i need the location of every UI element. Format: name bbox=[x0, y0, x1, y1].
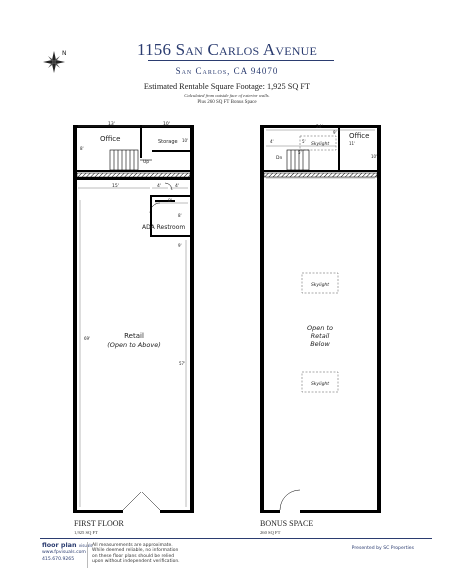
ff-dim-mid-b: 4' bbox=[175, 184, 180, 189]
disclaimer-line: All measurements are approximate. bbox=[92, 543, 173, 548]
calculation-note: Calculated from outside face of exterior walls. bbox=[184, 93, 270, 98]
bs-office-label: Office bbox=[349, 132, 370, 140]
footer-vertical-divider bbox=[87, 542, 88, 568]
ff-wall-left bbox=[73, 125, 77, 513]
ff-wall-top bbox=[73, 125, 194, 128]
brand-suffix: visuals bbox=[78, 543, 93, 548]
bs-dim-d: 5' bbox=[298, 150, 302, 155]
bs-dn-label: Dn bbox=[276, 156, 283, 161]
bonus-space-label: BONUS SPACE bbox=[260, 519, 314, 528]
bs-skylight-low-label: Skylight bbox=[310, 382, 330, 387]
bs-dim-c: 9' bbox=[333, 130, 337, 135]
ff-dim-mid-a: 4' bbox=[157, 184, 162, 189]
ff-ada-label: ADA Restroom bbox=[142, 224, 186, 231]
ff-dim-len-right: 57' bbox=[179, 361, 186, 366]
ff-dim-mid-left: 15' bbox=[112, 184, 119, 189]
ff-wall-right bbox=[190, 125, 194, 513]
estimated-sqft: Estimated Rentable Square Footage: 1,925 SQ FT bbox=[143, 82, 311, 91]
bs-skylight-mid-label: Skylight bbox=[310, 283, 330, 288]
ff-dim-storage-h: 10' bbox=[182, 138, 189, 143]
ff-dim-len-left: 69' bbox=[84, 336, 91, 341]
property-city: San Carlos, CA 94070 bbox=[175, 66, 279, 76]
brand-website[interactable]: www.fpvisuals.com bbox=[42, 550, 86, 555]
footer-divider bbox=[40, 538, 432, 539]
ff-up-label: Up bbox=[143, 160, 150, 165]
bs-dim-top: 24' bbox=[316, 125, 323, 130]
ff-dim-ada-w: 8' bbox=[168, 199, 173, 204]
bs-dim-office-h: 11' bbox=[349, 141, 356, 146]
bs-open-to-label: Open to bbox=[307, 324, 333, 332]
bs-open-below-label: Below bbox=[310, 340, 330, 348]
disclaimer-line: on these floor plans should be relied bbox=[92, 553, 175, 559]
bs-dim-b: 5' bbox=[302, 139, 306, 144]
ff-dim-office-h: 8' bbox=[80, 146, 84, 151]
ff-dim-top-left: 13' bbox=[108, 122, 115, 127]
bs-skylight-top-label: Skylight bbox=[311, 142, 330, 147]
bonus-note: Plus 260 SQ FT Bonus Space bbox=[197, 100, 257, 105]
compass-north-label: N bbox=[62, 50, 67, 57]
ff-dim-top-right: 10' bbox=[163, 122, 170, 127]
disclaimer-line: While deemed reliable, no information bbox=[92, 548, 179, 554]
property-address: 1156 San Carlos Avenue bbox=[137, 40, 317, 59]
ff-retail-sub: (Open to Above) bbox=[107, 341, 161, 349]
bonus-space-plan bbox=[260, 125, 381, 513]
disclaimer-line: upon without independent verification. bbox=[92, 558, 180, 564]
brand-name: floor plan bbox=[42, 541, 77, 549]
brand-phone: 415.670.9265 bbox=[42, 557, 75, 562]
ff-office-label: Office bbox=[100, 135, 121, 143]
bs-open-retail-label: Retail bbox=[310, 332, 330, 340]
brand-logo bbox=[42, 541, 93, 549]
bs-wall-right bbox=[377, 125, 381, 513]
first-floor-label: FIRST FLOOR bbox=[74, 519, 124, 528]
ff-dim-ada-h: 8' bbox=[178, 213, 182, 218]
bonus-space-sqft: 260 SQ FT bbox=[260, 530, 281, 535]
disclaimer-text bbox=[92, 543, 222, 564]
ff-dim-ada-h2: 9' bbox=[178, 243, 182, 248]
ff-storage-label: Storage bbox=[158, 139, 178, 145]
ff-retail-label: Retail bbox=[124, 332, 144, 340]
first-floor-sqft: 1,925 SQ FT bbox=[74, 530, 98, 535]
presented-by: Presented by SC Properties bbox=[351, 546, 414, 551]
bs-dim-e: 10' bbox=[371, 154, 378, 159]
bs-wall-left bbox=[260, 125, 264, 513]
bs-dim-a: 4' bbox=[270, 139, 274, 144]
